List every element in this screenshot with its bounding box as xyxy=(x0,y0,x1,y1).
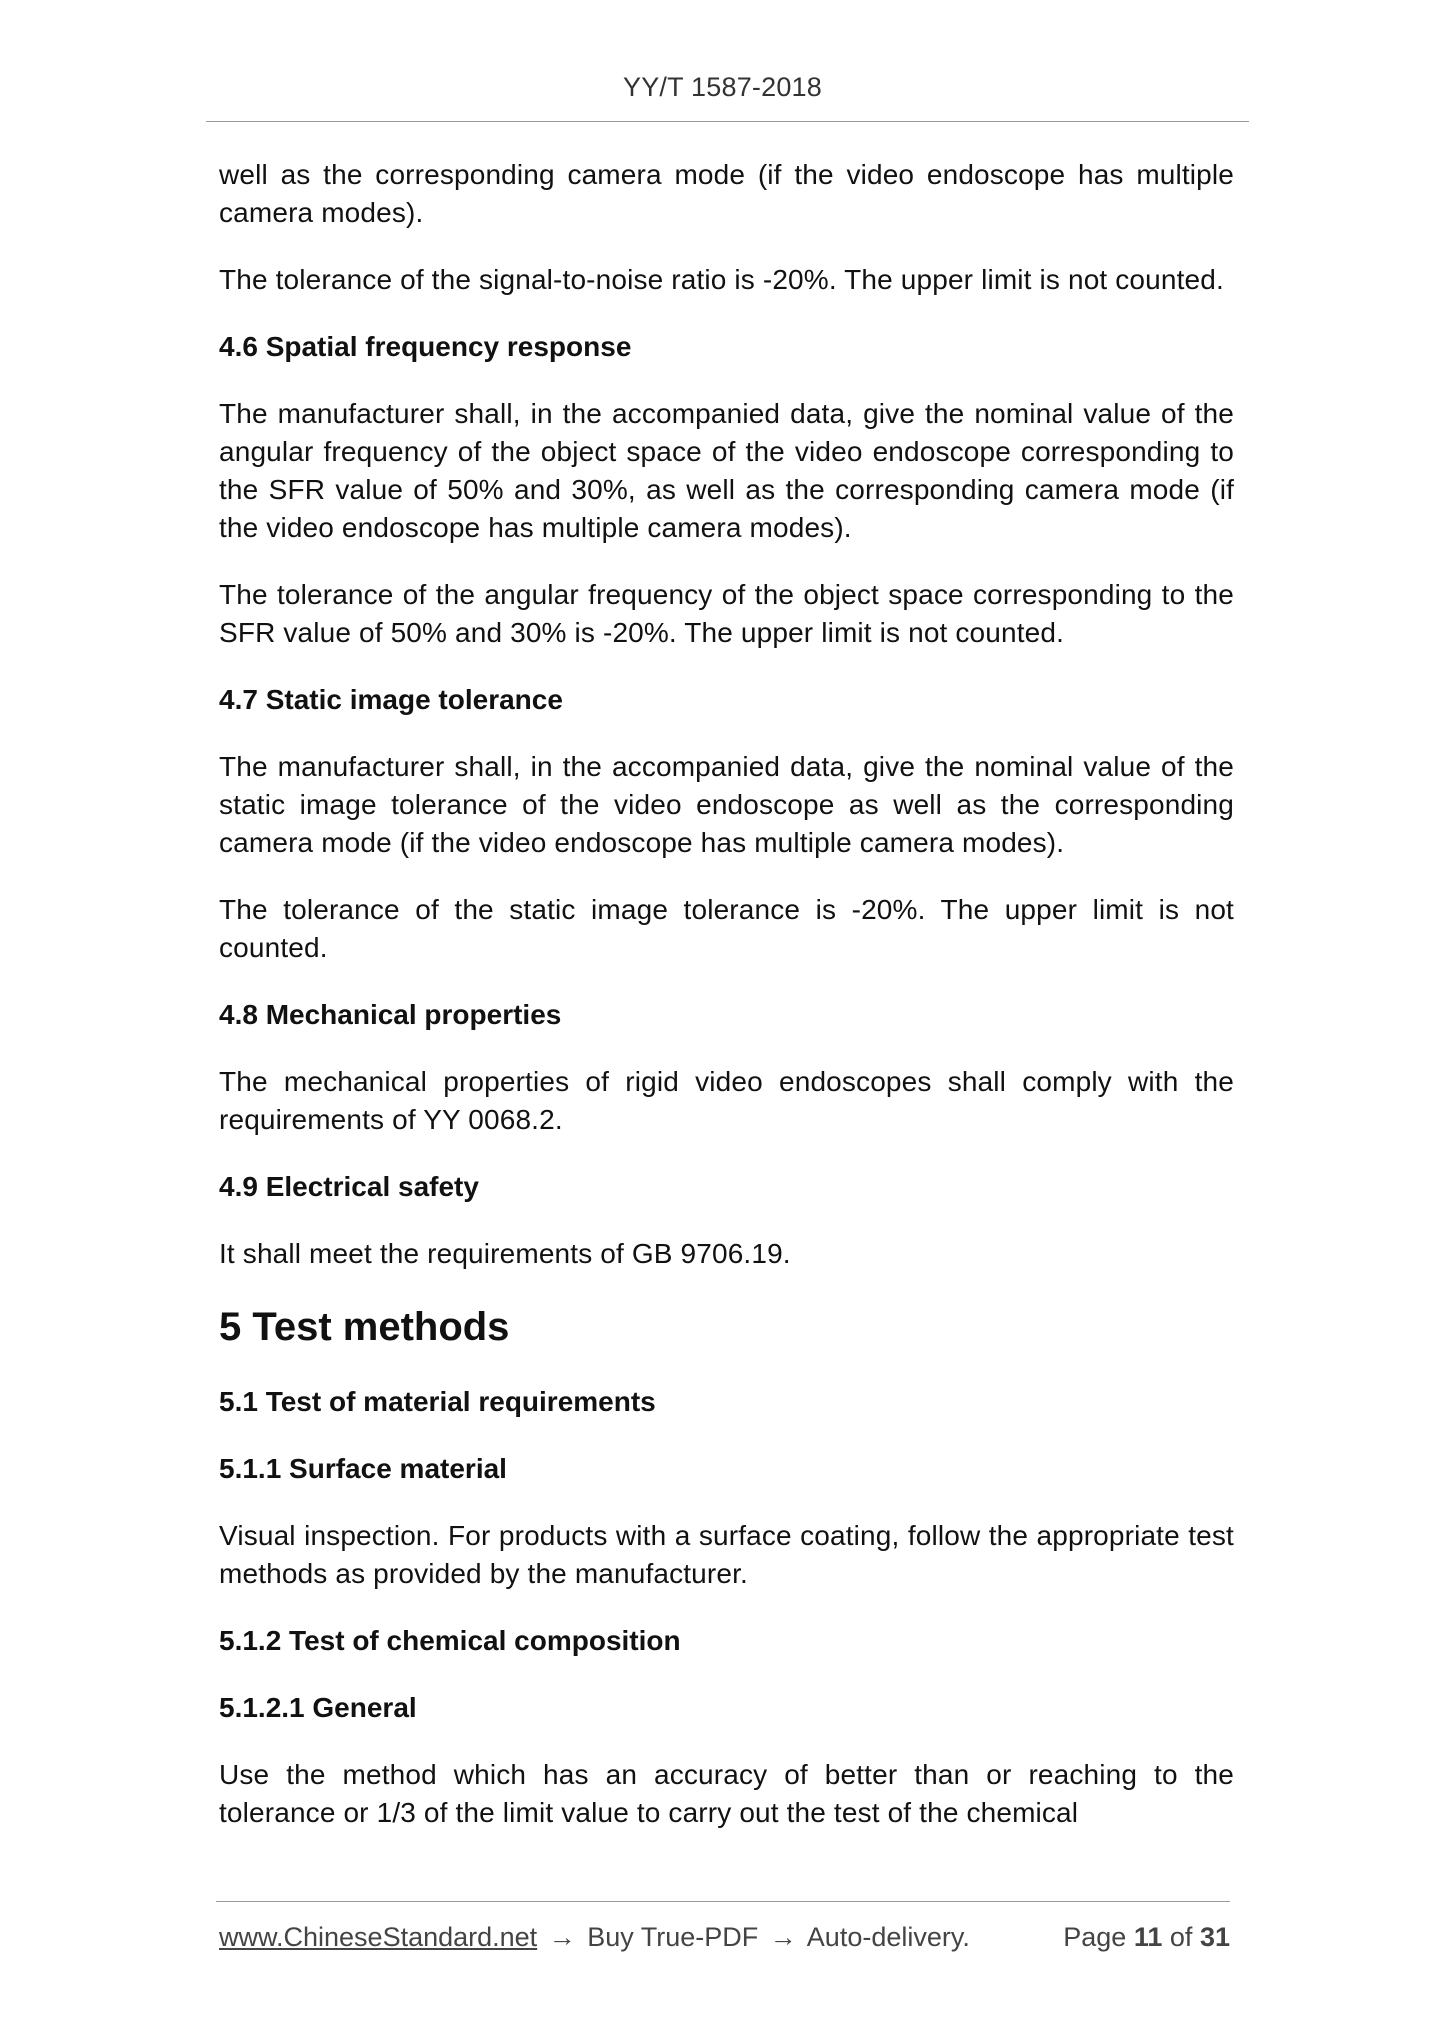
of-label: of xyxy=(1169,1922,1193,1952)
clause-heading-4-8: 4.8 Mechanical properties xyxy=(219,999,562,1030)
paragraph: The manufacturer shall, in the accompanied data, give the nominal value of the angular frequency of the object space of the video endoscope corresponding to the SFR value of 50% and 30%, as well as the corresponding camera mode (if the video endoscope has multiple camera modes). xyxy=(219,398,1234,543)
clause-heading-4-6: 4.6 Spatial frequency response xyxy=(219,331,632,362)
paragraph: The tolerance of the angular frequency of the object space corresponding to the SFR value of 50% and 30% is -20%. The upper limit is not counted. xyxy=(219,579,1234,648)
paragraph: The tolerance of the signal-to-noise ratio is -20%. The upper limit is not counted. xyxy=(219,264,1224,295)
section-heading-5: 5 Test methods xyxy=(219,1305,510,1349)
paragraph: It shall meet the requirements of GB 9706.19. xyxy=(219,1238,791,1269)
clause-heading-4-9: 4.9 Electrical safety xyxy=(219,1171,479,1202)
document-id-header: YY/T 1587-2018 xyxy=(623,72,822,102)
page-number xyxy=(1063,1918,1230,1956)
page-footer xyxy=(219,1918,1230,1956)
website-link[interactable]: www.ChineseStandard.net xyxy=(219,1922,538,1952)
clause-heading-4-7: 4.7 Static image tolerance xyxy=(219,684,563,715)
paragraph: well as the corresponding camera mode (if the video endoscope has multiple camera modes). xyxy=(219,159,1234,228)
header-divider xyxy=(206,121,1249,122)
buy-true-pdf-text: Buy True-PDF xyxy=(587,1922,759,1952)
document-body xyxy=(219,156,1234,1861)
page-label: Page xyxy=(1063,1922,1127,1952)
paragraph: Use the method which has an accuracy of better than or reaching to the tolerance or 1/3 of the limit value to carry out the test of the chemical xyxy=(219,1759,1234,1828)
paragraph: Visual inspection. For products with a surface coating, follow the appropriate test methods as provided by the manufacturer. xyxy=(219,1520,1234,1589)
footer-promo xyxy=(219,1918,970,1956)
clause-heading-5-1: 5.1 Test of material requirements xyxy=(219,1386,656,1417)
paragraph: The manufacturer shall, in the accompanied data, give the nominal value of the static image tolerance of the video endoscope as well as the corresponding camera mode (if the video endoscope has multiple camera modes). xyxy=(219,751,1234,858)
arrow-right-icon: → xyxy=(769,1922,797,1952)
auto-delivery-text: Auto-delivery. xyxy=(806,1922,970,1952)
clause-heading-5-1-2-1: 5.1.2.1 General xyxy=(219,1692,417,1723)
clause-heading-5-1-2: 5.1.2 Test of chemical composition xyxy=(219,1625,681,1656)
clause-heading-5-1-1: 5.1.1 Surface material xyxy=(219,1453,507,1484)
total-page-number: 31 xyxy=(1199,1922,1230,1952)
current-page-number: 11 xyxy=(1133,1922,1163,1952)
paragraph: The mechanical properties of rigid video endoscopes shall comply with the requirements of YY 0068.2. xyxy=(219,1066,1234,1135)
arrow-right-icon: → xyxy=(548,1922,576,1952)
footer-divider xyxy=(216,1901,1230,1902)
paragraph: The tolerance of the static image tolerance is -20%. The upper limit is not counted. xyxy=(219,894,1234,963)
